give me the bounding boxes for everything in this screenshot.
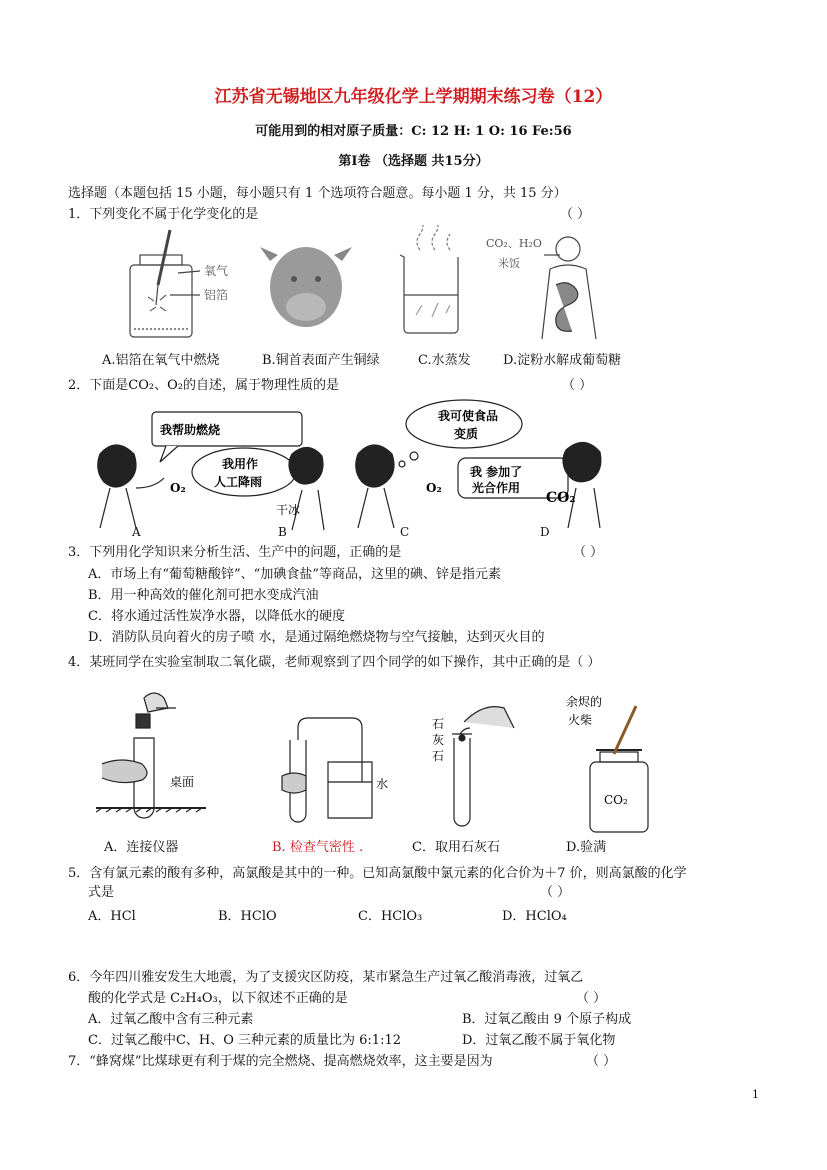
q4-option-c: C．取用石灰石: [412, 840, 500, 855]
q6-option-c: C．过氧乙酸中C、H、O 三种元素的质量比为 6:1:12: [88, 1033, 401, 1048]
q3-option-d: D．消防队员向着火的房子喷 水，是通过隔绝燃烧物与空气接触，达到灭火目的: [88, 630, 545, 645]
co2-h2o-label: CO₂、H₂O: [486, 237, 542, 250]
q5-stem: 5．含有氯元素的酸有多种，高氯酸是其中的一种。已知高氯酸中氯元素的化合价为＋7 价，则高氯酸的化学: [68, 866, 687, 881]
boy-figure-b: [289, 447, 324, 530]
q5-stem-2: 式是: [88, 885, 115, 900]
match-label-2: 火柴: [568, 713, 593, 727]
limestone-label-2: 灰: [432, 733, 445, 747]
q7-stem: 7．“蜂窝煤”比煤球更有利于煤的完全燃烧、提高燃烧效率，这主要是因为: [68, 1054, 493, 1069]
q1-answer-paren: （ ）: [560, 207, 591, 222]
bubble-d-text-2: 光合作用: [472, 481, 521, 495]
section-heading: 第Ⅰ卷 （选择题 共15分）: [338, 154, 489, 169]
co2-tag-d: CO₂: [546, 490, 576, 506]
q6-option-a: A．过氧乙酸中含有三种元素: [88, 1012, 254, 1027]
atomic-mass-line: 可能用到的相对原子质量：C: 12 H: 1 O: 16 Fe:56: [255, 124, 572, 139]
q6-stem: 6．今年四川雅安发生大地震，为了支援灾区防疫，某市紧急生产过氧乙酸消毒液，过氧乙: [68, 970, 584, 985]
boy-figure-d: [563, 442, 601, 528]
bubble-b-text-2: 人工降雨: [214, 475, 263, 489]
limestone-label-3: 石: [432, 749, 445, 763]
dry-ice-tag: 干冰: [276, 503, 301, 517]
q2-letter-c: C: [400, 525, 410, 539]
q3-answer-paren: （ ）: [573, 545, 604, 560]
bubble-c-text-2: 变质: [454, 427, 479, 441]
q4-option-a: A．连接仪器: [104, 840, 179, 855]
o2-tag-a: O₂: [170, 481, 186, 495]
water-label: 水: [376, 777, 389, 791]
q4-option-b: B. 检查气密性 .: [272, 840, 364, 855]
q1-option-b: B.铜首表面产生铜绿: [262, 353, 380, 368]
connect-apparatus-figure: [96, 693, 206, 818]
q2-stem: 2．下面是CO₂、O₂的自述，属于物理性质的是: [68, 378, 339, 393]
q6-answer-paren: （ ）: [576, 991, 607, 1006]
q3-option-c: C．将水通过活性炭净水器，以降低水的硬度: [88, 609, 345, 624]
match-bottle-figure: [590, 706, 648, 832]
q5-option-d: D．HClO₄: [502, 909, 567, 924]
q4-option-d: D.验满: [566, 840, 607, 855]
limestone-label-1: 石: [432, 717, 445, 731]
match-label-1: 余烬的: [566, 695, 603, 709]
q2-letter-d: D: [540, 525, 550, 539]
q1-figures: [120, 225, 640, 345]
q4-stem: 4．某班同学在实验室制取二氧化碳，老师观察到了四个同学的如下操作，其中正确的是（ ）: [68, 655, 601, 670]
airtight-check-figure: [282, 718, 372, 822]
q4-figures: [96, 678, 656, 838]
desk-label: 桌面: [170, 775, 195, 789]
girl-figure-a: [98, 445, 164, 528]
q2-letter-a: A: [132, 525, 141, 539]
bubble-d-text-1: 我 参加了: [470, 465, 523, 479]
co2-bottle-label: CO₂: [604, 793, 628, 807]
bubble-a-text: 我帮助燃烧: [160, 423, 221, 437]
beaker-steam-figure: [400, 225, 458, 333]
q3-option-a: A．市场上有“葡萄糖酸锌”、“加碘食盐”等商品，这里的碘、锌是指元素: [88, 567, 501, 582]
instructions: 选择题（本题包括 15 小题，每小题只有 1 个选项符合题意。每小题 1 分，共 15 分）: [68, 186, 567, 201]
q5-option-b: B．HClO: [218, 909, 277, 924]
q3-stem: 3．下列用化学知识来分析生活、生产中的问题，正确的是: [68, 545, 402, 560]
q6-stem-2: 酸的化学式是 C₂H₄O₃，以下叙述不正确的是: [88, 991, 348, 1006]
q6-option-d: D．过氧乙酸不属于氧化物: [462, 1033, 616, 1048]
girl-figure-c: [356, 445, 394, 528]
q1-option-d: D.淀粉水解成葡萄糖: [503, 353, 622, 368]
q5-option-c: C．HClO₃: [358, 909, 423, 924]
oxygen-label: 氧气: [204, 264, 229, 278]
digestion-figure: [542, 237, 596, 339]
q2-figures: [96, 398, 636, 538]
q2-letter-b: B: [278, 525, 287, 539]
q1-stem: 1．下列变化不属于化学变化的是: [68, 207, 259, 222]
rice-label: 米饭: [498, 257, 520, 270]
q7-answer-paren: （ ）: [586, 1054, 617, 1069]
q5-option-a: A．HCl: [88, 909, 136, 924]
q3-option-b: B．用一种高效的催化剂可把水变成汽油: [88, 588, 319, 603]
oxygen-jar-figure: [130, 230, 200, 337]
q2-answer-paren: （ ）: [562, 378, 593, 393]
foil-label: 铝箔: [204, 288, 229, 302]
limestone-tube-figure: [452, 707, 514, 826]
bubble-b-text-1: 我用作: [222, 457, 259, 471]
page-number: 1: [752, 1088, 759, 1101]
bubble-c-text-1: 我可使食品: [438, 409, 499, 423]
o2-tag-c: O₂: [426, 481, 442, 495]
q1-option-c: C.水蒸发: [418, 353, 471, 368]
q1-option-a: A.铝箔在氧气中燃烧: [102, 353, 220, 368]
bronze-head-figure: [260, 247, 352, 327]
q6-option-b: B．过氧乙酸由 9 个原子构成: [462, 1012, 632, 1027]
page-title: 江苏省无锡地区九年级化学上学期期末练习卷（12）: [214, 87, 613, 107]
q5-answer-paren: （ ）: [540, 885, 571, 900]
